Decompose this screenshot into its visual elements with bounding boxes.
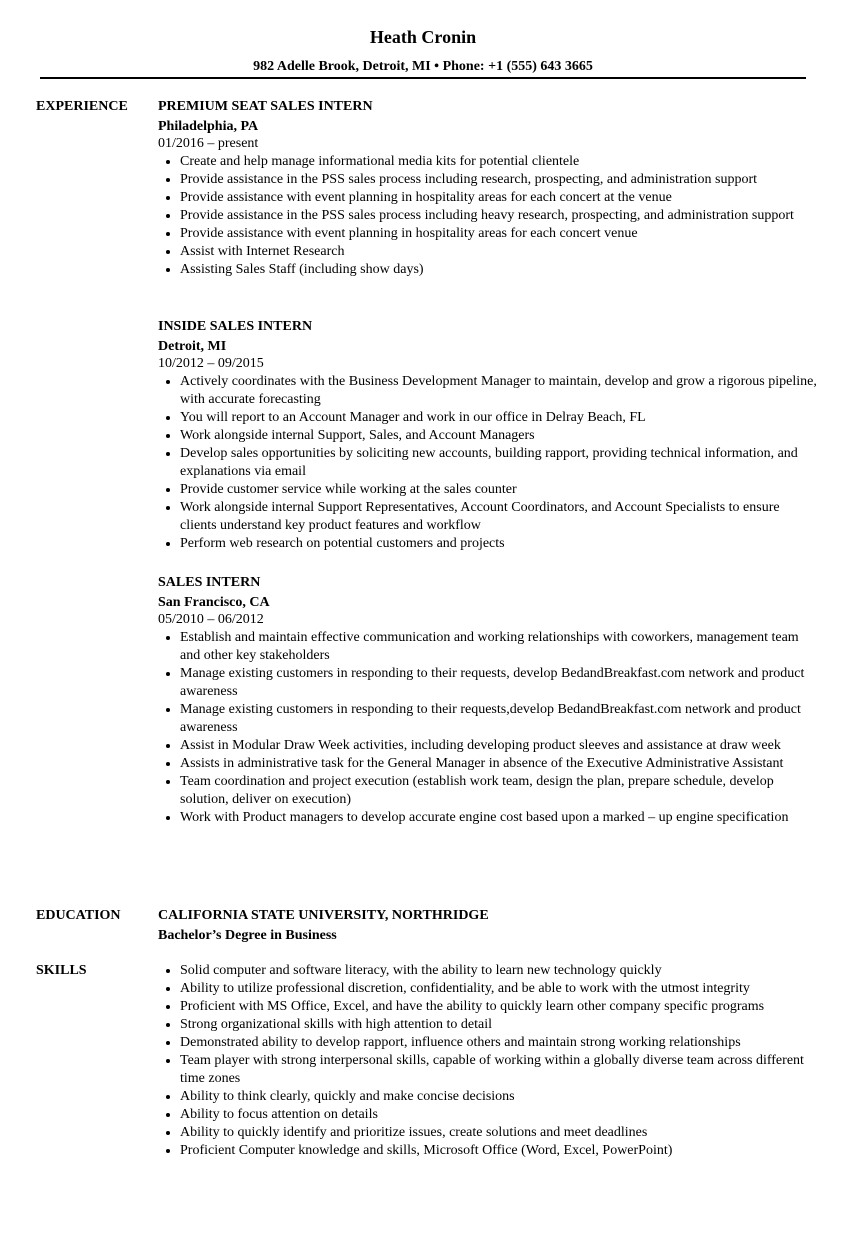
experience-heading: EXPERIENCE	[36, 99, 128, 114]
list-item: • Manage existing customers in responding to their requests, develop BedandBreakfast.com network and product awareness	[180, 665, 818, 701]
list-item: • Assist with Internet Research	[180, 243, 818, 261]
list-item: • Ability to focus attention on details	[180, 1106, 818, 1124]
skills-list	[158, 962, 818, 1160]
list-item: • Actively coordinates with the Business Development Manager to maintain, develop and grow a rigorous pipeline, with accurate forecasting	[180, 373, 818, 409]
job-title: SALES INTERN	[158, 575, 261, 590]
header-divider	[40, 77, 806, 79]
resume-header	[40, 24, 806, 76]
list-item: • Manage existing customers in responding to their requests,develop BedandBreakfast.com network and product awareness	[180, 701, 818, 737]
job-location: San Francisco, CA	[158, 595, 270, 610]
list-item: • Provide assistance with event planning in hospitality areas for each concert venue	[180, 225, 818, 243]
job-entry	[158, 574, 818, 827]
job-location: Detroit, MI	[158, 339, 227, 354]
candidate-name: Heath Cronin	[369, 27, 477, 47]
list-item: • Ability to think clearly, quickly and make concise decisions	[180, 1088, 818, 1106]
list-item: • Demonstrated ability to develop rapport, influence others and maintain strong working relationships	[180, 1034, 818, 1052]
list-item: • Proficient with MS Office, Excel, and have the ability to quickly learn other company specific programs	[180, 998, 818, 1016]
job-bullets	[158, 629, 818, 827]
list-item: • Work alongside internal Support, Sales, and Account Managers	[180, 427, 818, 445]
list-item: • Solid computer and software literacy, with the ability to learn new technology quickly	[180, 962, 818, 980]
education-entry	[158, 907, 818, 945]
list-item: • Strong organizational skills with high attention to detail	[180, 1016, 818, 1034]
job-dates: 01/2016 – present	[158, 136, 259, 151]
job-entry	[158, 98, 818, 279]
list-item: • Provide assistance in the PSS sales process including research, prospecting, and administration support	[180, 171, 818, 189]
job-bullets	[158, 373, 818, 553]
list-item: • Provide assistance with event planning in hospitality areas for each concert at the venue	[180, 189, 818, 207]
list-item: • Proficient Computer knowledge and skills, Microsoft Office (Word, Excel, PowerPoint)	[180, 1142, 818, 1160]
job-title: PREMIUM SEAT SALES INTERN	[158, 99, 373, 114]
job-title: INSIDE SALES INTERN	[158, 319, 313, 334]
job-dates: 05/2010 – 06/2012	[158, 612, 264, 627]
job-entry	[158, 318, 818, 553]
list-item: • Provide customer service while working at the sales counter	[180, 481, 818, 499]
list-item: • Develop sales opportunities by soliciting new accounts, building rapport, providing technical information, and explanations via email	[180, 445, 818, 481]
list-item: • Provide assistance in the PSS sales process including heavy research, prospecting, and administration support	[180, 207, 818, 225]
job-location: Philadelphia, PA	[158, 119, 259, 134]
list-item: • Establish and maintain effective communication and working relationships with coworkers, management team and other key stakeholders	[180, 629, 818, 665]
contact-line: 982 Adelle Brook, Detroit, MI • Phone: +1 (555) 643 3665	[253, 59, 593, 74]
list-item: • Team player with strong interpersonal skills, capable of working within a globally diverse team across different time zones	[180, 1052, 818, 1088]
school-name: CALIFORNIA STATE UNIVERSITY, NORTHRIDGE	[158, 908, 489, 923]
job-dates: 10/2012 – 09/2015	[158, 356, 264, 371]
education-heading: EDUCATION	[36, 908, 121, 923]
list-item: • Assists in administrative task for the General Manager in absence of the Executive Administrative Assistant	[180, 755, 818, 773]
list-item: • Create and help manage informational media kits for potential clientele	[180, 153, 818, 171]
list-item: • Team coordination and project execution (establish work team, design the plan, prepare schedule, develop solution, deliver on execution)	[180, 773, 818, 809]
degree-name: Bachelor’s Degree in Business	[158, 928, 337, 943]
list-item: • Assisting Sales Staff (including show days)	[180, 261, 818, 279]
list-item: • Ability to utilize professional discretion, confidentiality, and be able to work with the utmost integrity	[180, 980, 818, 998]
job-bullets	[158, 153, 818, 279]
list-item: • Ability to quickly identify and prioritize issues, create solutions and meet deadlines	[180, 1124, 818, 1142]
list-item: • You will report to an Account Manager and work in our office in Delray Beach, FL	[180, 409, 818, 427]
list-item: • Work with Product managers to develop accurate engine cost based upon a marked – up engine specification	[180, 809, 818, 827]
list-item: • Work alongside internal Support Representatives, Account Coordinators, and Account Specialists to ensure clients understand key product features and workflow	[180, 499, 818, 535]
skills-list-container	[158, 962, 818, 1160]
list-item: • Assist in Modular Draw Week activities, including developing product sleeves and assistance at draw week	[180, 737, 818, 755]
skills-heading: SKILLS	[36, 963, 87, 978]
list-item: • Perform web research on potential customers and projects	[180, 535, 818, 553]
